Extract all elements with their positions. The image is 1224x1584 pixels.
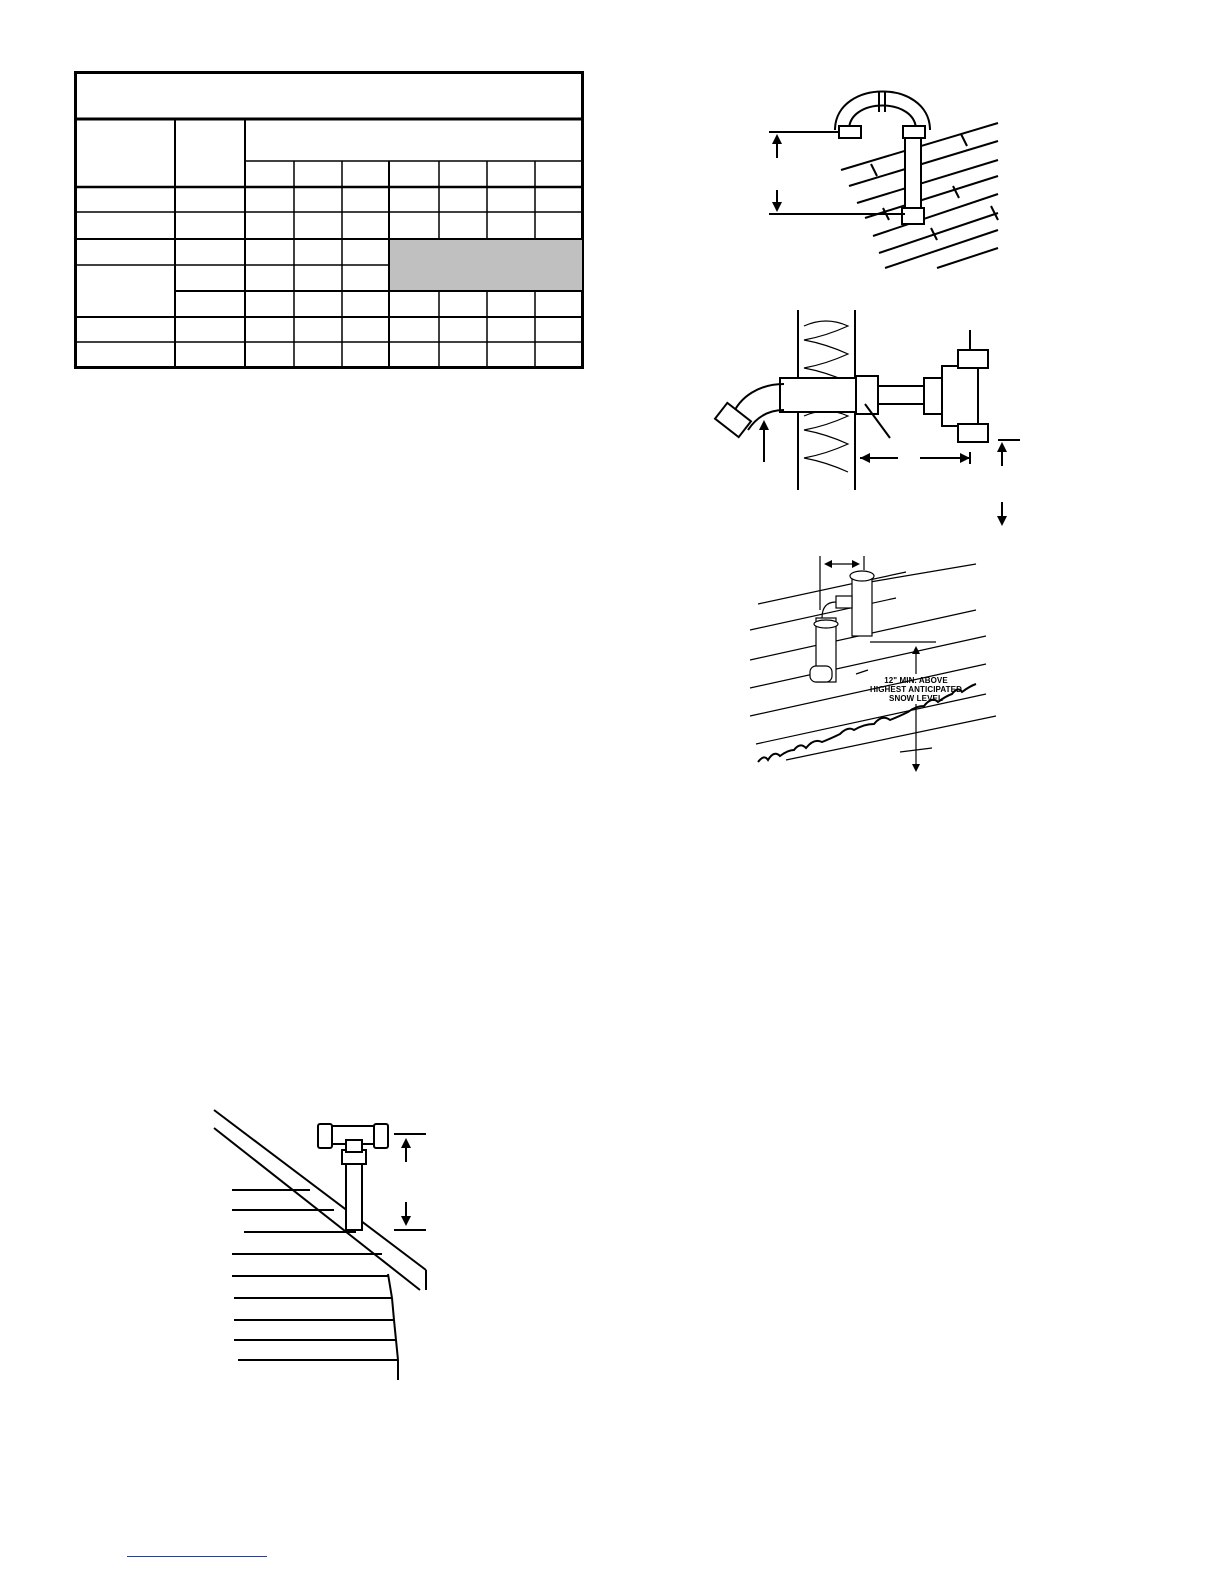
figure-roof-tee	[210, 1104, 440, 1380]
snow-level-label	[846, 676, 986, 703]
u-bend-vent-icon	[755, 68, 1015, 278]
wall-vent-tee-icon	[712, 306, 1032, 532]
table-shaded-region	[389, 239, 582, 291]
footer-rule	[127, 1556, 267, 1557]
snow-label-line-2: HIGHEST ANTICIPATED	[870, 685, 962, 694]
vent-table	[74, 71, 584, 369]
snow-label-line-1: 12" MIN. ABOVE	[884, 676, 948, 685]
roof-tee-vent-icon	[210, 1104, 440, 1380]
figure-snow-level	[746, 556, 1036, 772]
figure-roof-u-bend	[755, 68, 1015, 278]
snow-label-line-3: SNOW LEVEL	[889, 694, 943, 703]
vent-table-grid	[74, 71, 584, 369]
figure-wall-penetration	[712, 306, 1032, 532]
snow-level-vent-icon	[746, 556, 1036, 772]
